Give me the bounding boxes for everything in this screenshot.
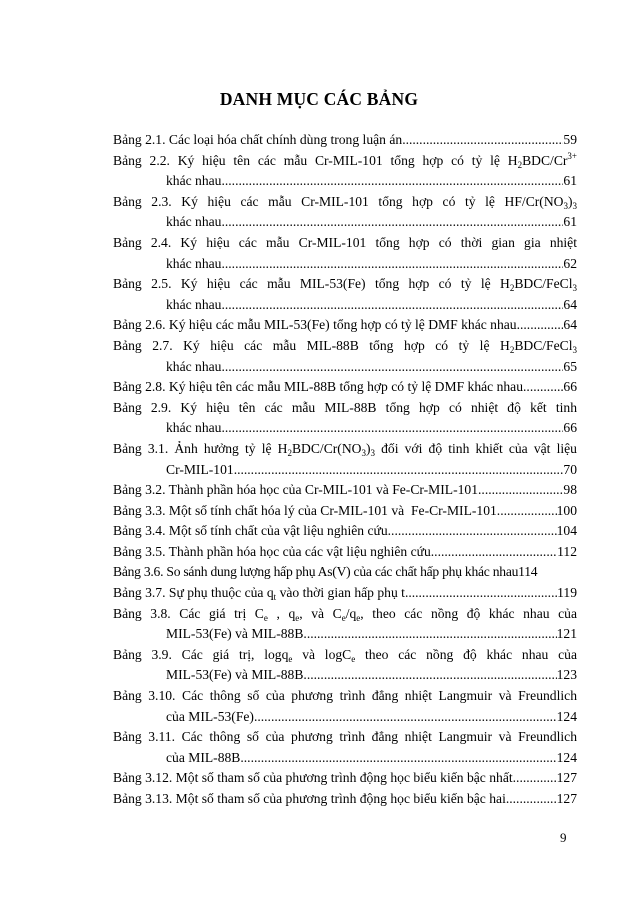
dot-leader	[303, 665, 556, 686]
entry-text-cont: khác nhau	[166, 296, 222, 312]
toc-entry[interactable]	[113, 789, 577, 810]
entry-page: 98	[563, 482, 577, 498]
entry-page: 64	[563, 296, 577, 312]
entry-text-cont: của MIL-53(Fe)	[166, 708, 254, 724]
entry-text: Bảng 3.13. Một số tham số của phương trình động học biểu kiến bậc hai	[113, 791, 506, 806]
page-number: 9	[560, 830, 567, 845]
entry-page: 100	[556, 502, 577, 518]
dot-leader	[221, 418, 563, 439]
entry-text-cont: khác nhau	[166, 214, 222, 230]
entry-page: 104	[556, 523, 577, 539]
dot-leader	[221, 212, 563, 233]
entry-text: Bảng 2.5. Ký hiệu các mẫu MIL-53(Fe) tổng hợp có tỷ lệ $H_2BDC/FeCl_3$	[113, 276, 577, 294]
entry-text: Bảng 2.8. Ký hiệu tên các mẫu MIL-88B tổng hợp có tỷ lệ DMF khác nhau	[113, 379, 524, 395]
toc-entry[interactable]	[113, 377, 577, 398]
toc-entry[interactable]	[113, 233, 577, 274]
entry-page: 121	[556, 626, 577, 642]
page-title: DANH MỤC CÁC BẢNG	[219, 89, 419, 109]
entry-text-cont: khác nhau	[166, 173, 222, 189]
entry-text: Bảng 3.7. Sự phụ thuộc của $q_t$ vào thời gian hấp phụ t	[113, 585, 405, 603]
entry-page: 124	[556, 749, 577, 765]
entry-text-cont: của MIL-88B	[166, 749, 241, 765]
dot-leader	[240, 748, 556, 769]
entry-text: Bảng 3.3. Một số tính chất hóa lý của Cr-MIL-101 và Fe-Cr-MIL-101	[113, 502, 497, 518]
dot-leader	[497, 501, 557, 522]
dot-leader	[431, 542, 557, 563]
entry-text-cont: khác nhau	[166, 420, 222, 436]
entry-text: Bảng 3.12. Một số tham số của phương trình động học biểu kiến bậc nhất	[113, 770, 513, 786]
entry-text: Bảng 2.7. Ký hiệu các mẫu MIL-88B tổng hợp có tỷ lệ $H_2BDC/FeCl_3$	[113, 337, 577, 355]
entry-text: Bảng 2.1. Các loại hóa chất chính dùng trong luận án	[113, 132, 403, 147]
dot-leader	[234, 460, 564, 481]
toc-entry[interactable]	[113, 315, 577, 336]
dot-leader	[221, 171, 563, 192]
dot-leader	[517, 315, 564, 336]
dot-leader	[221, 254, 563, 275]
dot-leader	[478, 480, 563, 501]
entry-text: Bảng 3.9. Các giá trị, logq$_e$ và logC$_e$ theo các nồng độ khác nhau của	[113, 646, 577, 664]
entry-text: Bảng 2.4. Ký hiệu các mẫu Cr-MIL-101 tổng hợp có thời gian gia nhiệt	[113, 234, 577, 250]
entry-text: Bảng 2.3. Ký hiệu các mẫu Cr-MIL-101 tổng hợp có tỷ lệ $HF/Cr(NO_3)_3$	[113, 193, 577, 211]
toc-entry[interactable]	[113, 398, 577, 439]
entry-page: 70	[563, 461, 577, 477]
entry-page: 127	[556, 770, 577, 786]
entry-text: Bảng 3.10. Các thông số của phương trình đẳng nhiệt Langmuir và Freundlich	[113, 688, 577, 704]
toc-entry[interactable]	[113, 521, 577, 542]
toc-entry[interactable]	[113, 645, 577, 686]
toc-entry[interactable]	[113, 501, 577, 522]
toc-entry[interactable]	[113, 192, 577, 233]
dot-leader	[254, 707, 557, 728]
table-of-contents	[113, 130, 577, 810]
entry-text-cont: MIL-53(Fe) và MIL-88B	[166, 626, 304, 642]
dot-leader	[402, 130, 563, 151]
entry-text-cont: MIL-53(Fe) và MIL-88B	[166, 667, 304, 683]
toc-entry[interactable]	[113, 542, 577, 563]
dot-leader	[221, 295, 563, 316]
entry-text: Bảng 3.2. Thành phần hóa học của Cr-MIL-101 và Fe-Cr-MIL-101	[113, 482, 479, 498]
entry-page: 114	[518, 564, 538, 580]
toc-entry[interactable]	[113, 480, 577, 501]
dot-leader	[513, 768, 557, 789]
toc-entry[interactable]	[113, 604, 577, 645]
entry-text-cont: Cr-MIL-101	[166, 461, 234, 477]
entry-text: Bảng 3.4. Một số tính chất của vật liệu nghiên cứu	[113, 523, 388, 539]
entry-text: Bảng 2.2. Ký hiệu tên các mẫu Cr-MIL-101 tổng hợp có tỷ lệ $H_2BDC/Cr^{3+}$	[113, 150, 577, 170]
dot-leader	[303, 624, 556, 645]
entry-page: 61	[563, 214, 577, 230]
toc-entry[interactable]	[113, 583, 577, 604]
dot-leader	[388, 521, 557, 542]
dot-leader	[405, 583, 557, 604]
entry-page: 127	[556, 791, 577, 806]
toc-entry[interactable]	[113, 151, 577, 192]
entry-page: 66	[563, 420, 577, 436]
entry-text-cont: khác nhau	[166, 255, 222, 271]
entry-page: 62	[563, 255, 577, 271]
entry-page: 64	[563, 317, 577, 333]
toc-entry[interactable]	[113, 562, 577, 583]
entry-page: 65	[563, 358, 577, 374]
dot-leader	[523, 377, 563, 398]
entry-text: Bảng 3.6. So sánh dung lượng hấp phụ As(V) của các chất hấp phụ khác nhau	[113, 564, 519, 580]
entry-text: Bảng 3.5. Thành phần hóa học của các vật liệu nghiên cứu	[113, 543, 431, 559]
toc-entry[interactable]	[113, 439, 577, 480]
toc-entry[interactable]	[113, 686, 577, 727]
toc-entry[interactable]	[113, 768, 577, 789]
entry-page: 112	[557, 543, 577, 559]
entry-text: Bảng 3.1. Ảnh hưởng tỷ lệ $H_2BDC/Cr(NO_3)_3$ đối với độ tinh khiết của vật liệu	[113, 440, 577, 458]
entry-text: Bảng 2.6. Ký hiệu các mẫu MIL-53(Fe) tổng hợp có tỷ lệ DMF khác nhau	[113, 317, 517, 333]
dot-leader	[221, 357, 563, 378]
entry-text: Bảng 3.8. Các giá trị $C_e$ , $q_e$, và $C_e/q_e$, theo các nồng độ khác nhau của	[113, 605, 577, 623]
dot-leader	[506, 789, 557, 810]
entry-page: 66	[563, 379, 577, 395]
entry-text-cont: khác nhau	[166, 358, 222, 374]
entry-text: Bảng 3.11. Các thông số của phương trình đẳng nhiệt Langmuir và Freundlich	[113, 729, 577, 745]
entry-page: 123	[556, 667, 577, 683]
toc-entry[interactable]	[113, 130, 577, 151]
entry-page: 59	[563, 132, 577, 147]
toc-entry[interactable]	[113, 336, 577, 377]
toc-entry[interactable]	[113, 727, 577, 768]
entry-page: 61	[563, 173, 577, 189]
toc-entry[interactable]	[113, 274, 577, 315]
entry-text: Bảng 2.9. Ký hiệu tên các mẫu MIL-88B tổng hợp có nhiệt độ kết tinh	[113, 399, 577, 415]
entry-page: 119	[557, 585, 577, 601]
entry-page: 124	[556, 708, 577, 724]
